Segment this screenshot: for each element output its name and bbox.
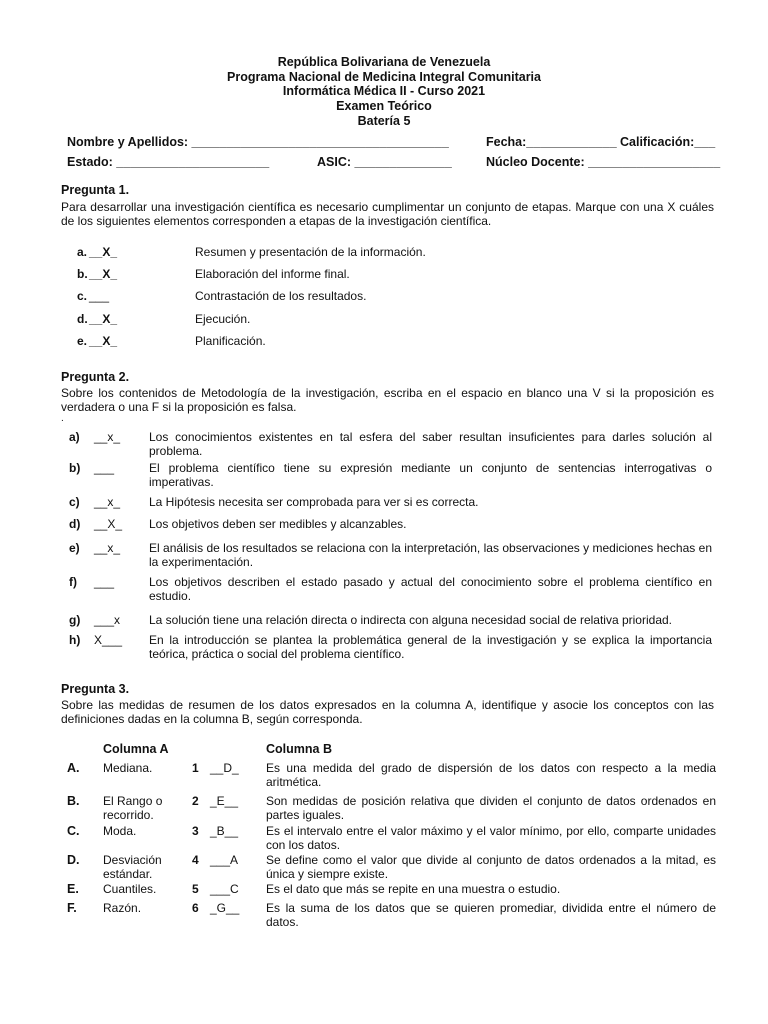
question-1-prompt: Para desarrollar una investigación científica es necesario cumplimentar un conjunto de etapas. Marque con una X cuáles de los siguientes elementos corresponden a etapas de la investigación científica. (61, 200, 714, 228)
q2-item-answer[interactable]: ___x (94, 613, 121, 627)
q1-item-letter: a. (77, 245, 88, 259)
teaching-center-field[interactable]: Núcleo Docente: ___________________ (486, 155, 721, 169)
q2-item-text: El problema científico tiene su expresión mediante un conjunto de sentencias interrogativas o imperativas. (149, 461, 712, 489)
q1-item-text: Planificación. (195, 334, 266, 348)
q2-item-text: Los objetivos deben ser medibles y alcanzables. (149, 517, 407, 531)
asic-field[interactable]: ASIC: ______________ (317, 155, 452, 169)
q2-item-answer[interactable]: ___ (94, 461, 115, 475)
q2-item-letter: h) (69, 633, 81, 647)
q1-item-answer[interactable]: __X_ (89, 312, 118, 326)
q2-item-letter: c) (69, 495, 80, 509)
q2-item-letter: d) (69, 517, 81, 531)
q2-item-text: En la introducción se plantea la problemática general de la investigación y se explica la importancia teórica, práctica o social del problema científico. (149, 633, 712, 661)
question-2-prompt: Sobre los contenidos de Metodología de la investigación, escriba en el espacio en blanco una V si la proposición es verdadera o una F si la proposición es falsa. (61, 386, 714, 414)
stray-dot: . (61, 413, 64, 424)
q3-definition: Se define como el valor que divide al conjunto de datos ordenados a la mitad, es única y siempre existe. (266, 853, 716, 881)
q3-number: 6 (192, 901, 199, 915)
q2-item-answer[interactable]: __x_ (94, 541, 121, 555)
date-field[interactable]: Fecha:_____________ (486, 135, 617, 149)
q3-answer[interactable]: ___C (210, 882, 239, 896)
q1-item-answer[interactable]: __X_ (89, 267, 118, 281)
q3-number: 2 (192, 794, 199, 808)
q2-item-letter: f) (69, 575, 77, 589)
q3-answer[interactable]: ___A (210, 853, 239, 867)
question-3-title: Pregunta 3. (61, 682, 130, 696)
q3-definition: Son medidas de posición relativa que dividen el conjunto de datos ordenados en partes iguales. (266, 794, 716, 822)
header-battery: Batería 5 (357, 114, 411, 128)
q1-item-answer[interactable]: __X_ (89, 245, 118, 259)
q3-definition: Es una medida del grado de dispersión de los datos con respecto a la media aritmética. (266, 761, 716, 789)
question-1-title: Pregunta 1. (61, 183, 130, 197)
grade-field[interactable]: Calificación:___ (620, 135, 716, 149)
q3-concept: Mediana. (103, 761, 153, 775)
q2-item-letter: e) (69, 541, 80, 555)
column-b-header: Columna B (266, 742, 332, 756)
header-course: Informática Médica II - Curso 2021 (282, 84, 486, 98)
column-a-header: Columna A (103, 742, 169, 756)
q2-item-letter: a) (69, 430, 80, 444)
q1-item-text: Contrastación de los resultados. (195, 289, 367, 303)
q1-item-text: Resumen y presentación de la información. (195, 245, 426, 259)
q2-item-answer[interactable]: __X_ (94, 517, 123, 531)
name-field[interactable]: Nombre y Apellidos: _____________________________________ (67, 135, 449, 149)
question-2-title: Pregunta 2. (61, 370, 130, 384)
q1-item-letter: e. (77, 334, 88, 348)
header-country: República Bolivariana de Venezuela (277, 55, 491, 69)
q1-item-answer[interactable]: __X_ (89, 334, 118, 348)
q3-answer[interactable]: _B__ (210, 824, 239, 838)
q3-answer[interactable]: _E__ (210, 794, 239, 808)
q3-number: 4 (192, 853, 199, 867)
q2-item-text: Los conocimientos existentes en tal esfera del saber resultan insuficientes para darles solución al problema. (149, 430, 712, 458)
q2-item-answer[interactable]: ___ (94, 575, 115, 589)
q3-row-letter: A. (67, 761, 80, 775)
q3-concept: Moda. (103, 824, 137, 838)
q3-concept: Cuantiles. (103, 882, 157, 896)
q2-item-answer[interactable]: __x_ (94, 430, 121, 444)
state-field[interactable]: Estado: ______________________ (67, 155, 270, 169)
q2-item-text: La Hipótesis necesita ser comprobada para ver si es correcta. (149, 495, 479, 509)
q3-concept: Razón. (103, 901, 142, 915)
q2-item-text: El análisis de los resultados se relaciona con la interpretación, las observaciones y mediciones hechas en la experimentación. (149, 541, 712, 569)
q2-item-answer[interactable]: __x_ (94, 495, 121, 509)
q3-row-letter: C. (67, 824, 80, 838)
header-exam-type: Examen Teórico (336, 99, 432, 113)
q3-row-letter: E. (67, 882, 79, 896)
q3-number: 5 (192, 882, 199, 896)
q3-row-letter: D. (67, 853, 80, 867)
q1-item-letter: c. (77, 289, 88, 303)
q2-item-letter: b) (69, 461, 81, 475)
question-3-prompt: Sobre las medidas de resumen de los datos expresados en la columna A, identifique y asocie los conceptos con las definiciones dadas en la columna B, según corresponda. (61, 698, 714, 726)
q3-answer[interactable]: _G__ (210, 901, 240, 915)
q3-row-letter: B. (67, 794, 80, 808)
q3-row-letter: F. (67, 901, 77, 915)
q2-item-text: La solución tiene una relación directa o indirecta con alguna necesidad social de relativa prioridad. (149, 613, 672, 627)
header-program: Programa Nacional de Medicina Integral Comunitaria (227, 70, 541, 84)
q3-answer[interactable]: __D_ (210, 761, 239, 775)
q3-number: 1 (192, 761, 199, 775)
q2-item-letter: g) (69, 613, 81, 627)
q3-concept: El Rango o recorrido. (103, 794, 163, 822)
q2-item-text: Los objetivos describen el estado pasado y actual del conocimiento sobre el problema científico en estudio. (149, 575, 712, 603)
q3-definition: Es el intervalo entre el valor máximo y el valor mínimo, por ello, comparte unidades con los datos. (266, 824, 716, 852)
q1-item-answer[interactable]: ___ (89, 289, 110, 303)
q1-item-text: Ejecución. (195, 312, 251, 326)
q2-item-answer[interactable]: X___ (94, 633, 123, 647)
q3-number: 3 (192, 824, 199, 838)
q1-item-text: Elaboración del informe final. (195, 267, 350, 281)
q1-item-letter: b. (77, 267, 88, 281)
q3-definition: Es la suma de los datos que se quieren promediar, dividida entre el número de datos. (266, 901, 716, 929)
q3-definition: Es el dato que más se repite en una muestra o estudio. (266, 882, 561, 896)
q1-item-letter: d. (77, 312, 88, 326)
q3-concept: Desviación estándar. (103, 853, 162, 881)
